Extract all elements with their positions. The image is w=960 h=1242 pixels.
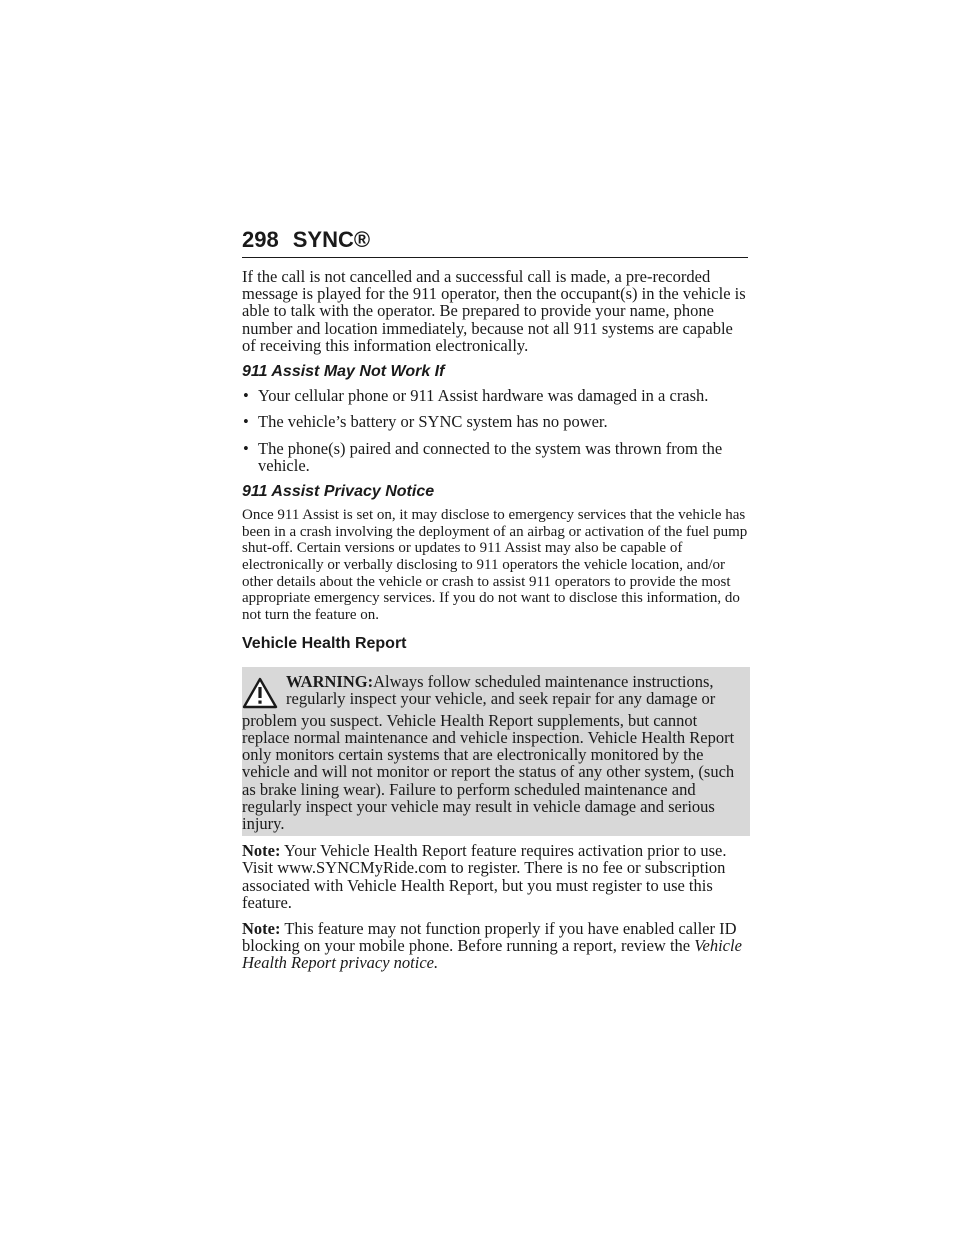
warning-text-lead: Always follow scheduled maintenance instructions, regularly inspect your vehicle, and seek repair for any damage or [286,671,716,708]
privacy-paragraph: Once 911 Assist is set on, it may disclose to emergency services that the vehicle has been in a crash involving the deployment of an airbag or activation of the fuel pump shut-off. Certain versions or updates to 911 Assist may also be capable of electronically or verbally disclosing to 911 operators the vehicle location, and/or other details about the vehicle or crash to assist 911 operators to provide the most appropriate emergency services. If you do not want to disclose this information, do not turn the feature on. [242,507,748,623]
intro-paragraph: If the call is not cancelled and a successful call is made, a pre-recorded message is played for the 911 operator, then the occupant(s) in the vehicle is able to talk with the operator. Be prepared to provide your name, phone number and location immediately, because not all 911 systems are capable of receiving this information electronically. [242,267,746,355]
section-title-health-report: Vehicle Health Report [242,635,407,653]
warning-triangle-icon [242,673,286,712]
list-item [242,387,750,404]
note-paragraph-2 [242,920,750,972]
page-number: 298 [242,227,279,252]
bullet-icon: • [243,438,249,458]
page-header [242,227,748,253]
section-title-may-not-work: 911 Assist May Not Work If [242,363,445,381]
note-label: Note: [242,841,281,861]
warning-box [242,667,750,837]
header-rule [242,257,748,258]
list-item-text: The phone(s) paired and connected to the system was thrown from the vehicle. [258,438,723,475]
bullet-list [242,387,750,474]
list-item-text: Your cellular phone or 911 Assist hardware was damaged in a crash. [258,386,709,406]
warning-text-rest: problem you suspect. Vehicle Health Report supplements, but cannot replace normal maintenance and vehicle inspection. Vehicle Health Report only monitors certain systems that are electronically monitored by the vehicle and will not monitor or report the status of any other system, (such as brake lining wear). Failure to perform scheduled maintenance and regularly inspect your vehicle may result in vehicle damage and serious injury. [242,710,735,834]
list-item-text: The vehicle’s battery or SYNC system has no power. [258,412,608,432]
note-text: Your Vehicle Health Report feature requires activation prior to use. Visit www.SYNCMyRide.com to register. There is no fee or subscription associated with Vehicle Health Report, but you must register to use this feature. [242,841,727,912]
bullet-icon: • [243,412,249,432]
page-content [242,268,750,981]
warning-label: WARNING: [286,671,374,691]
section-title-privacy: 911 Assist Privacy Notice [242,483,435,501]
note-paragraph-1 [242,842,750,911]
list-item [242,440,750,474]
list-item [242,413,750,430]
note-text: This feature may not function properly if you have enabled caller ID blocking on your mobile phone. Before running a report, review the [242,919,737,956]
chapter-title: SYNC® [292,227,371,252]
note-label: Note: [242,919,281,939]
warning-text-first [286,673,742,712]
privacy-notice-reference: Vehicle Health Report privacy notice. [242,936,742,973]
bullet-icon: • [243,386,249,406]
